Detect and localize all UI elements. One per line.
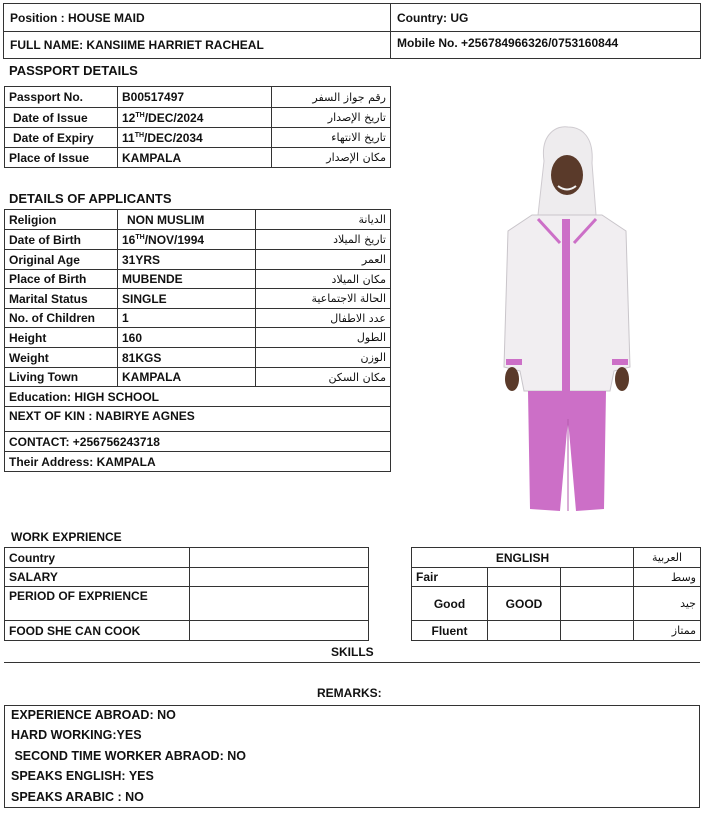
work-food-value xyxy=(190,621,369,641)
row-label: Place of Issue xyxy=(5,148,118,168)
value-post: /DEC/2024 xyxy=(144,110,204,125)
row-label: Living Town xyxy=(5,368,118,387)
language-fluent-label: Fluent xyxy=(412,621,488,641)
row-value xyxy=(118,108,272,128)
row-label: Date of Expiry xyxy=(5,128,118,148)
row-arabic: مكان السكن xyxy=(256,368,391,387)
row-value: B00517497 xyxy=(118,87,272,108)
applicant-row xyxy=(5,289,391,309)
row-label: Passport No. xyxy=(5,87,118,108)
row-arabic: الديانة xyxy=(256,210,391,230)
language-fair-label: Fair xyxy=(412,568,488,587)
row-arabic: مكان الميلاد xyxy=(256,270,391,289)
row-arabic: الحالة الاجتماعية xyxy=(256,289,391,309)
language-table xyxy=(411,547,701,641)
row-label: Weight xyxy=(5,348,118,368)
row-arabic: العمر xyxy=(256,250,391,270)
position-cell: Position : HOUSE MAID xyxy=(4,4,391,32)
row-value: 1 xyxy=(118,309,256,328)
row-arabic: مكان الإصدار xyxy=(272,148,391,168)
education-cell: Education: HIGH SCHOOL xyxy=(5,387,391,407)
row-label: Date of Birth xyxy=(5,230,118,250)
language-good-en: GOOD xyxy=(488,587,561,621)
applicant-row xyxy=(5,210,391,230)
remark-line: SECOND TIME WORKER ABRAOD: NO xyxy=(11,749,246,763)
language-fair-ar xyxy=(561,568,634,587)
language-good-label: Good xyxy=(412,587,488,621)
value-post: /DEC/2034 xyxy=(144,130,203,145)
work-period-value xyxy=(190,587,369,621)
applicant-row xyxy=(5,270,391,289)
applicant-row xyxy=(5,250,391,270)
remarks-heading: REMARKS: xyxy=(317,686,382,700)
country-cell: Country: UG xyxy=(391,4,701,32)
language-fluent-arabic: ممتاز xyxy=(634,621,701,641)
header-table xyxy=(3,3,701,59)
row-value: 31YRS xyxy=(118,250,256,270)
remark-line: HARD WORKING:YES xyxy=(11,728,142,742)
language-arabic-header: العربية xyxy=(634,548,701,568)
full-name-cell: FULL NAME: KANSIIME HARRIET RACHEAL xyxy=(4,32,391,59)
work-period-label: PERIOD OF EXPRIENCE xyxy=(5,587,190,621)
row-label: Original Age xyxy=(5,250,118,270)
passport-row xyxy=(5,128,391,148)
row-label: Height xyxy=(5,328,118,348)
row-arabic: رقم جواز السفر xyxy=(272,87,391,108)
passport-row xyxy=(5,87,391,108)
work-table xyxy=(4,547,369,641)
contact-cell: CONTACT: +256756243718 xyxy=(5,432,391,452)
applicant-row xyxy=(5,368,391,387)
row-value: 160 xyxy=(118,328,256,348)
applicant-table xyxy=(4,209,391,472)
passport-table xyxy=(4,86,391,168)
row-value: KAMPALA xyxy=(118,368,256,387)
work-country-value xyxy=(190,548,369,568)
value-sup: TH xyxy=(135,233,145,241)
row-value xyxy=(118,230,256,250)
skills-heading: SKILLS xyxy=(331,645,374,659)
work-food-label: FOOD SHE CAN COOK xyxy=(5,621,190,641)
row-arabic: الوزن xyxy=(256,348,391,368)
remarks-box xyxy=(4,705,700,808)
next-of-kin-cell: NEXT OF KIN : NABIRYE AGNES xyxy=(5,407,391,432)
row-label: Date of Issue xyxy=(5,108,118,128)
skills-divider xyxy=(4,662,700,663)
language-fluent-ar xyxy=(561,621,634,641)
applicant-photo xyxy=(498,123,635,515)
work-salary-label: SALARY xyxy=(5,568,190,587)
row-value: 81KGS xyxy=(118,348,256,368)
applicant-row xyxy=(5,309,391,328)
value-pre: 12 xyxy=(122,110,136,125)
value-pre: 16 xyxy=(122,232,136,247)
row-value: SINGLE xyxy=(118,289,256,309)
address-cell: Their Address: KAMPALA xyxy=(5,452,391,472)
row-arabic: تاريخ الميلاد xyxy=(256,230,391,250)
language-fair-en xyxy=(488,568,561,587)
remark-line: EXPERIENCE ABROAD: NO xyxy=(11,708,176,722)
value-pre: 11 xyxy=(122,130,135,145)
applicant-heading: DETAILS OF APPLICANTS xyxy=(9,191,172,206)
work-country-label: Country xyxy=(5,548,190,568)
remark-line: SPEAKS ENGLISH: YES xyxy=(11,769,154,783)
value-sup: TH xyxy=(134,131,145,139)
language-good-ar xyxy=(561,587,634,621)
applicant-row xyxy=(5,348,391,368)
applicant-row xyxy=(5,230,391,250)
row-label: No. of Children xyxy=(5,309,118,328)
row-label: Religion xyxy=(5,210,118,230)
language-fair-arabic: وسط xyxy=(634,568,701,587)
row-arabic: تاريخ الانتهاء xyxy=(272,128,391,148)
language-fluent-en xyxy=(488,621,561,641)
row-arabic: الطول xyxy=(256,328,391,348)
row-value: KAMPALA xyxy=(118,148,272,168)
row-label: Place of Birth xyxy=(5,270,118,289)
language-english-header: ENGLISH xyxy=(412,548,634,568)
row-label: Marital Status xyxy=(5,289,118,309)
passport-row xyxy=(5,108,391,128)
work-salary-value xyxy=(190,568,369,587)
row-arabic: تاريخ الإصدار xyxy=(272,108,391,128)
row-value xyxy=(118,128,272,148)
passport-row xyxy=(5,148,391,168)
mobile-cell: Mobile No. +256784966326/0753160844 xyxy=(391,32,701,59)
language-good-arabic: جيد xyxy=(634,587,701,621)
row-value: MUBENDE xyxy=(118,270,256,289)
row-value: NON MUSLIM xyxy=(118,210,256,230)
applicant-row xyxy=(5,328,391,348)
row-arabic: عدد الاطفال xyxy=(256,309,391,328)
value-sup: TH xyxy=(135,111,145,119)
remark-line: SPEAKS ARABIC : NO xyxy=(11,790,144,804)
passport-heading: PASSPORT DETAILS xyxy=(9,63,138,78)
work-heading: WORK EXPRIENCE xyxy=(11,530,122,544)
value-post: /NOV/1994 xyxy=(144,232,205,247)
